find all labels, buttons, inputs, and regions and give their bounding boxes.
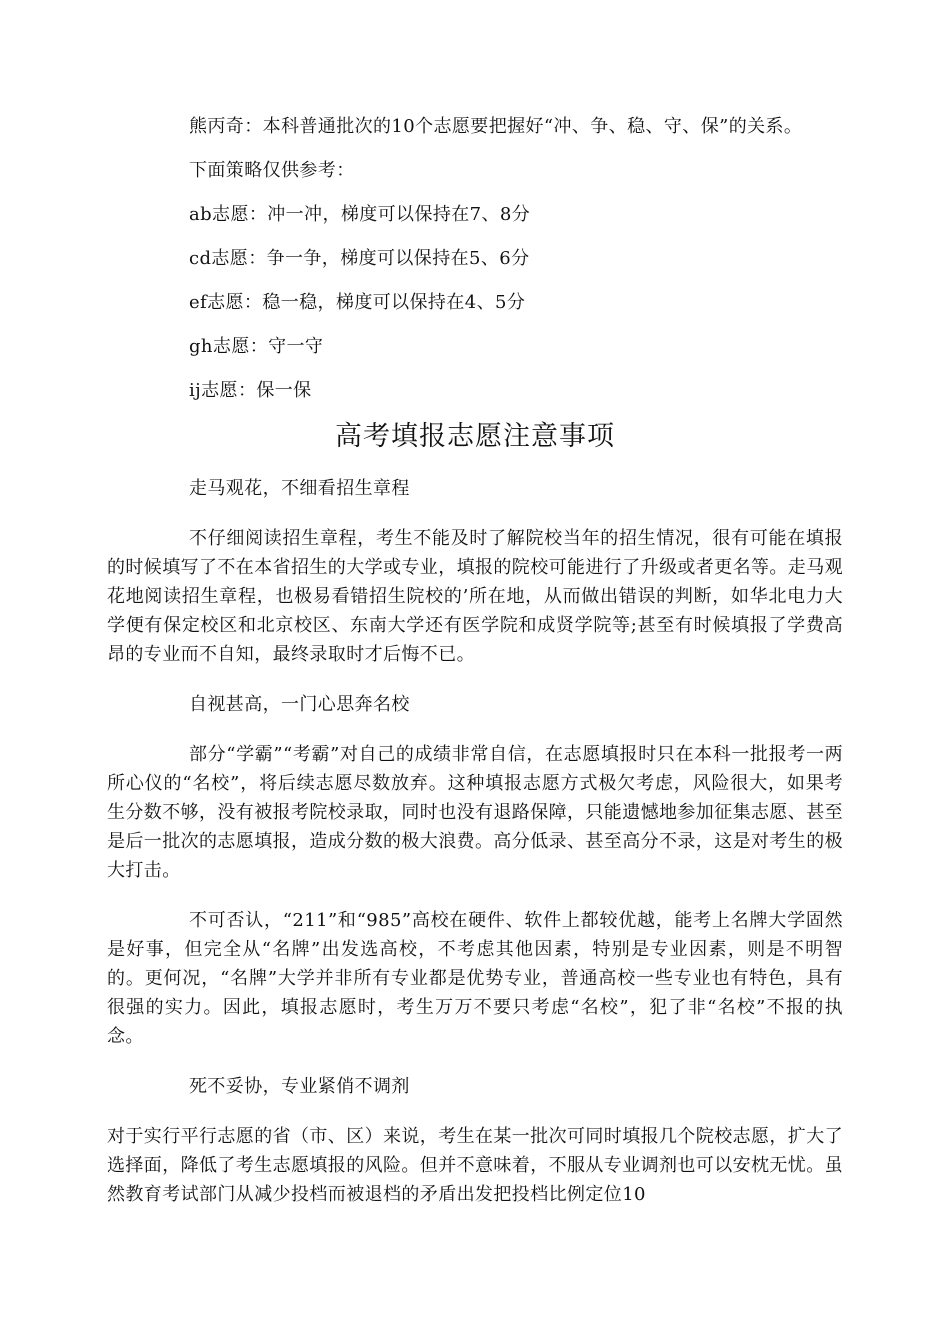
section-paragraph-2: 部分“学霸”“考霸”对自己的成绩非常自信，在志愿填报时只在本科一批报考一两所心仪的“名校”，将后续志愿尽数放弃。这种填报志愿方式极欠考虑，风险很大，如果考生分数不够，没有被报考院校录取，同时也没有退路保障，只能遗憾地参加征集志愿、甚至是后一批次的志愿填报，造成分数的极大浪费。高分低录、甚至高分不录，这是对考生的极大打击。 [107,744,843,881]
strategy-item-ef: ef志愿：稳一稳，梯度可以保持在4、5分 [189,292,526,313]
section-paragraph-4: 对于实行平行志愿的省（市、区）来说，考生在某一批次可同时填报几个院校志愿，扩大了选择面，降低了考生志愿填报的风险。但并不意味着，不服从专业调剂也可以安枕无忧。虽然教育考试部门从减少投档而被退档的矛盾出发把投档比例定位10 [107,1126,843,1205]
strategy-item-gh: gh志愿：守一守 [189,336,324,357]
strategy-item-ij: ij志愿：保一保 [189,380,312,401]
section-heading-2: 自视甚高，一门心思奔名校 [189,694,410,715]
intro-paragraph: 熊丙奇：本科普通批次的10个志愿要把握好“冲、争、稳、守、保”的关系。 [189,116,803,137]
section-heading-3: 死不妥协，专业紧俏不调剂 [189,1076,410,1097]
section-heading-1: 走马观花，不细看招生章程 [189,478,410,499]
section-paragraph-3: 不可否认，“211”和“985”高校在硬件、软件上都较优越，能考上名牌大学固然是好事，但完全从“名牌”出发选高校，不考虑其他因素，特别是专业因素，则是不明智的。更何况，“名牌”大学并非所有专业都是优势专业，普通高校一些专业也有特色，具有很强的实力。因此，填报志愿时，考生万万不要只考虑“名校”，犯了非“名校”不报的执念。 [107,910,843,1047]
document-page [107,112,843,1209]
strategy-item-ab: ab志愿：冲一冲，梯度可以保持在7、8分 [189,204,531,225]
intro-strategy-lead: 下面策略仅供参考： [189,160,355,181]
page-title: 高考填报志愿注意事项 [335,421,615,452]
strategy-item-cd: cd志愿：争一争，梯度可以保持在5、6分 [189,248,530,269]
section-paragraph-1: 不仔细阅读招生章程，考生不能及时了解院校当年的招生情况，很有可能在填报的时候填写了不在本省招生的大学或专业，填报的院校可能进行了升级或者更名等。走马观花地阅读招生章程，也极易看错招生院校的’所在地，从而做出错误的判断，如华北电力大学便有保定校区和北京校区、东南大学还有医学院和成贤学院等;甚至有时候填报了学费高昂的专业而不自知，最终录取时才后悔不已。 [107,528,843,665]
